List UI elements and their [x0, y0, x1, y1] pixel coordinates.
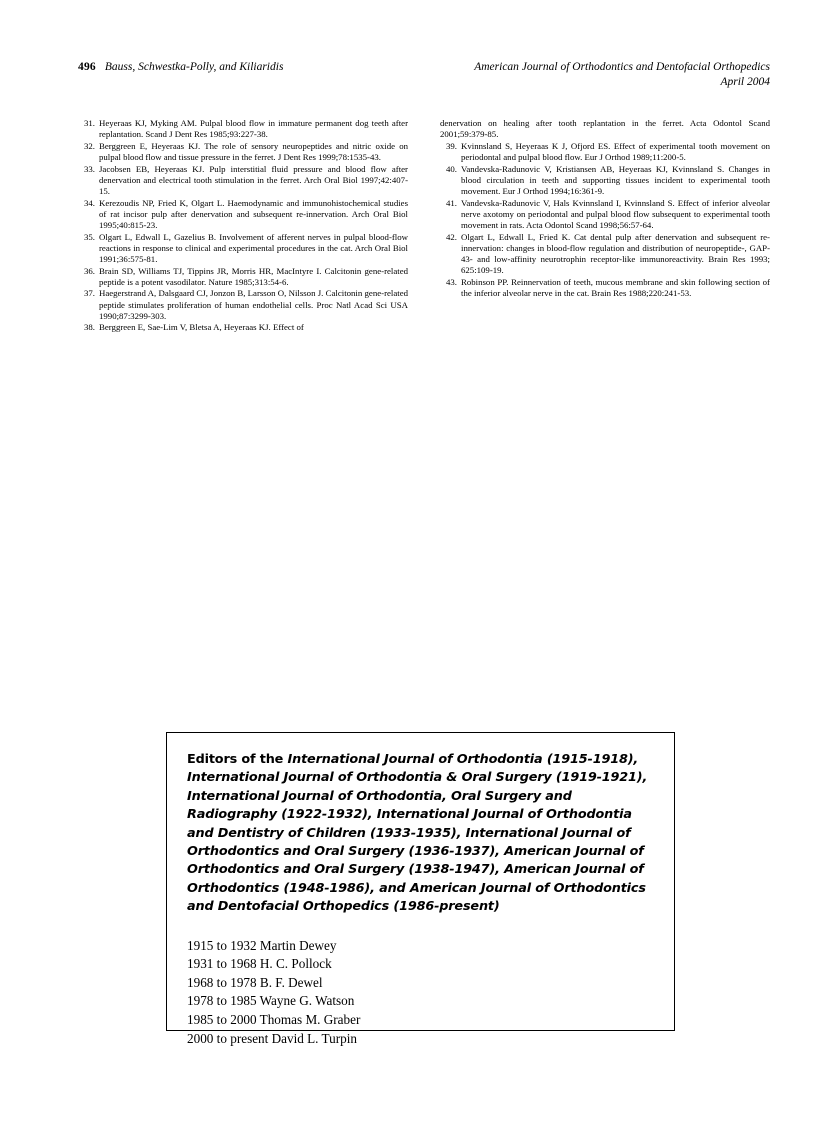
reference-number: 35. — [84, 231, 95, 242]
reference-number: 38. — [84, 322, 95, 333]
reference-item — [440, 198, 770, 232]
journal-title: American Journal of Orthodontics and Dentofacial Orthopedics — [474, 61, 770, 73]
reference-item — [78, 141, 408, 163]
reference-text: Olgart L, Edwall L, Fried K. Cat dental pulp after denervation and subsequent re-innervation: changes in blood-flow regulation and distribution of neuropeptide-, GAP-43- and low-affinity neurotrophin receptor-like immunoreactivity. Brain Res 1993; 625:109-19. — [461, 231, 770, 276]
reference-text: Berggreen E, Sae-Lim V, Bletsa A, Heyeraas KJ. Effect of — [99, 322, 304, 333]
reference-text: denervation on healing after tooth replantation in the ferret. Acta Odontol Scand 2001;59:379-85. — [440, 118, 770, 140]
editors-heading-lead: Editors of the — [187, 752, 288, 767]
reference-text: Haegerstrand A, Dalsgaard CJ, Jonzon B, Larsson O, Nilsson J. Calcitonin gene-related peptide stimulates proliferation of human endothelial cells. Proc Natl Acad Sci USA 1990;87:3299-303. — [99, 288, 408, 321]
editors-box-heading — [187, 751, 652, 917]
reference-item — [78, 322, 408, 333]
reference-number: 34. — [84, 197, 95, 208]
editor-entry: 2000 to present David L. Turpin — [187, 1030, 357, 1046]
reference-item — [78, 266, 408, 288]
reference-number: 40. — [446, 163, 457, 174]
reference-number: 33. — [84, 163, 95, 174]
reference-text: Heyeraas KJ, Myking AM. Pulpal blood flow in immature permanent dog teeth after replantation. Scand J Dent Res 1985;93:227-38. — [99, 118, 408, 140]
reference-text: Berggreen E, Heyeraas KJ. The role of sensory neuropeptides and nitric oxide on pulpal blood flow and tissue pressure in the ferret. J Dent Res 1999;78:1535-43. — [99, 140, 408, 162]
reference-number: 36. — [84, 265, 95, 276]
reference-text: Jacobsen EB, Heyeraas KJ. Pulp interstitial fluid pressure and blood flow after denervation and electrical tooth stimulation in the ferret. Arch Oral Biol 1997;42:407-15. — [99, 163, 408, 196]
reference-item — [78, 164, 408, 198]
page-number: 496 — [78, 61, 96, 73]
editors-box — [166, 732, 675, 1046]
reference-item — [440, 232, 770, 277]
reference-text: Brain SD, Williams TJ, Tippins JR, Morris HR, MacIntyre I. Calcitonin gene-related peptide is a potent vasodilator. Nature 1985;313:54-6. — [99, 265, 408, 287]
reference-text: Kvinnsland S, Heyeraas K J, Ofjord ES. Effect of experimental tooth movement on periodontal and pulpal blood flow. Eur J Orthod 1989;11:200-5. — [461, 140, 770, 162]
issue-date: April 2004 — [720, 76, 770, 88]
running-head — [78, 60, 770, 90]
reference-text: Vandevska-Radunovic V, Kristiansen AB, Heyeraas KJ, Kvinnsland S. Changes in blood circulation in teeth and supporting tissues incident to experimental tooth movement. Eur J Orthod 1994;16:361-9. — [461, 163, 770, 196]
reference-number: 41. — [446, 197, 457, 208]
reference-number: 32. — [84, 140, 95, 151]
editor-entry: 1985 to 2000 Thomas M. Graber — [187, 1012, 361, 1028]
reference-item — [78, 198, 408, 232]
reference-item — [440, 118, 770, 140]
running-head-right — [474, 60, 770, 90]
reference-column-left — [78, 118, 408, 334]
editor-entry: 1978 to 1985 Wayne G. Watson — [187, 993, 355, 1009]
reference-text: Vandevska-Radunovic V, Hals Kvinnsland I, Kvinnsland S. Effect of inferior alveolar nerve axotomy on periodontal and pulpal blood flow subsequent to experimental tooth movement in rats. Acta Odontol Scand 1998;56:57-64. — [461, 197, 770, 230]
reference-text: Olgart L, Edwall L, Gazelius B. Involvement of afferent nerves in pulpal blood-flow reactions in response to clinical and experimental procedures in the cat. Arch Oral Biol 1991;36:575-81. — [99, 231, 408, 264]
reference-item — [440, 277, 770, 299]
reference-text: Robinson PP. Reinnervation of teeth, mucous membrane and skin following section of the inferior alveolar nerve in the cat. Brain Res 1988;220:241-53. — [461, 276, 770, 298]
reference-text: Kerezoudis NP, Fried K, Olgart L. Haemodynamic and immunohistochemical studies of rat incisor pulp after denervation and subsequent re-innervation. Arch Oral Biol 1995;40:815-23. — [99, 197, 408, 230]
editor-entry: 1915 to 1932 Martin Dewey — [187, 937, 337, 953]
editors-heading-titles: International Journal of Orthodontia (1915-1918), International Journal of Orthodontia & Oral Surgery (1919-1921), International Journal of Orthodontia, Oral Surgery and Radiography (1922-1932), International Journal of Orthodontia and Dentistry of Children (1933-1935), International Journal of Orthodontics and Oral Surgery (1936-1937), American Journal of Orthodontics and Oral Surgery (1938-1947), American Journal of Orthodontics (1948-1986), and American Journal of Orthodontics and Dentofacial Orthopedics (1986-present) — [187, 752, 648, 915]
reference-number: 39. — [446, 140, 457, 151]
reference-item — [78, 288, 408, 322]
editors-list — [187, 937, 652, 1049]
running-head-authors: Bauss, Schwestka-Polly, and Kiliaridis — [104, 61, 284, 73]
running-head-left — [78, 60, 283, 75]
reference-number: 37. — [84, 288, 95, 299]
reference-item — [440, 164, 770, 198]
reference-number: 31. — [84, 118, 95, 128]
editors-box-inner — [167, 733, 674, 1048]
reference-item — [78, 232, 408, 266]
reference-item — [78, 118, 408, 140]
editor-entry: 1931 to 1968 H. C. Pollock — [187, 956, 332, 972]
reference-item — [440, 141, 770, 163]
reference-list — [78, 118, 770, 334]
reference-number: 43. — [446, 276, 457, 287]
reference-column-right — [440, 118, 770, 334]
reference-number: 42. — [446, 231, 457, 242]
editor-entry: 1968 to 1978 B. F. Dewel — [187, 974, 323, 990]
